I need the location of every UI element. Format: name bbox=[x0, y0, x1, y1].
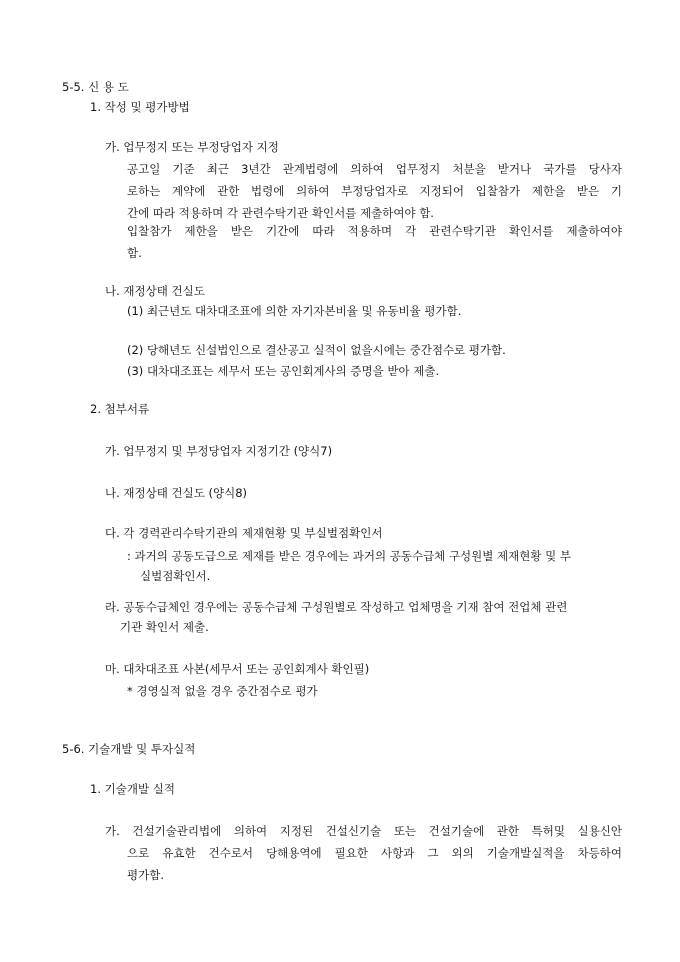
attachment-ma-title: 마. 대차대조표 사본(세무서 또는 공인회계사 확인필) bbox=[105, 662, 370, 676]
item-ga-para2-line2: 함. bbox=[127, 246, 142, 260]
item-ga-title: 가. 업무정지 또는 부정당업자 지정 bbox=[105, 140, 279, 154]
attachment-ma-note: * 경영실적 없을 경우 중간점수로 평가 bbox=[127, 684, 318, 698]
section-heading-5-5: 5-5. 신 용 도 bbox=[62, 80, 129, 94]
subsection-title-tech-development: 1. 기술개발 실적 bbox=[90, 782, 175, 796]
tech-ga-line2: 으로 유효한 건수로서 당해용역에 필요한 사항과 그 외의 기술개발실적을 차등하여 bbox=[127, 846, 622, 860]
item-ga-para1-line2: 로하는 계약에 관한 법령에 의하여 부정당업자로 지정되어 입찰참가 제한을 받은 기 bbox=[127, 184, 622, 198]
attachment-da-title: 다. 각 경력관리수탁기관의 제재현황 및 부실벌점확인서 bbox=[105, 526, 383, 540]
item-na-title: 나. 재정상태 건실도 bbox=[105, 284, 205, 298]
item-na-point-1: (1) 최근년도 대차대조표에 의한 자기자본비율 및 유동비율 평가함. bbox=[127, 304, 462, 318]
attachment-ra-line1: 라. 공동수급체인 경우에는 공동수급체 구성원별로 작성하고 업체명을 기재 참여 전업체 관련 bbox=[105, 600, 568, 614]
attachment-ga: 가. 업무정지 및 부정당업자 지정기간 (양식7) bbox=[105, 444, 333, 458]
item-ga-para2-line1: 입찰참가 제한을 받은 기간에 따라 적용하며 각 관련수탁기관 확인서를 제출하여야 bbox=[127, 224, 622, 238]
subsection-title-attachments: 2. 첨부서류 bbox=[90, 402, 150, 416]
item-na-point-2: (2) 당해년도 신설법인으로 결산공고 실적이 없을시에는 중간점수로 평가함. bbox=[127, 343, 506, 357]
attachment-da-note-line2: 실벌점확인서. bbox=[140, 569, 211, 583]
attachment-da-note-line1: : 과거의 공동도급으로 제재를 받은 경우에는 과거의 공동수급체 구성원별 제재현황 및 부 bbox=[127, 549, 572, 563]
item-na-point-3: (3) 대차대조표는 세무서 또는 공인회계사의 증명을 받아 제출. bbox=[127, 364, 440, 378]
tech-ga-line3: 평가함. bbox=[127, 868, 164, 882]
attachment-ra-line2: 기관 확인서 제출. bbox=[120, 620, 209, 634]
subsection-title-evaluation-method: 1. 작성 및 평가방법 bbox=[90, 100, 190, 114]
attachment-na: 나. 재정상태 건실도 (양식8) bbox=[105, 486, 248, 500]
tech-ga-line1: 가. 건설기술관리법에 의하여 지정된 건설신기술 또는 건설기술에 관한 특허및 실용신안 bbox=[105, 824, 622, 838]
item-ga-para1-line3: 간에 따라 적용하며 각 관련수탁기관 확인서를 제출하여야 함. bbox=[127, 206, 434, 220]
item-ga-para1-line1: 공고일 기준 최근 3년간 관계법령에 의하여 업무정지 처분을 받거나 국가를 당사자 bbox=[127, 162, 622, 176]
section-heading-5-6: 5-6. 기술개발 및 투자실적 bbox=[62, 742, 196, 756]
